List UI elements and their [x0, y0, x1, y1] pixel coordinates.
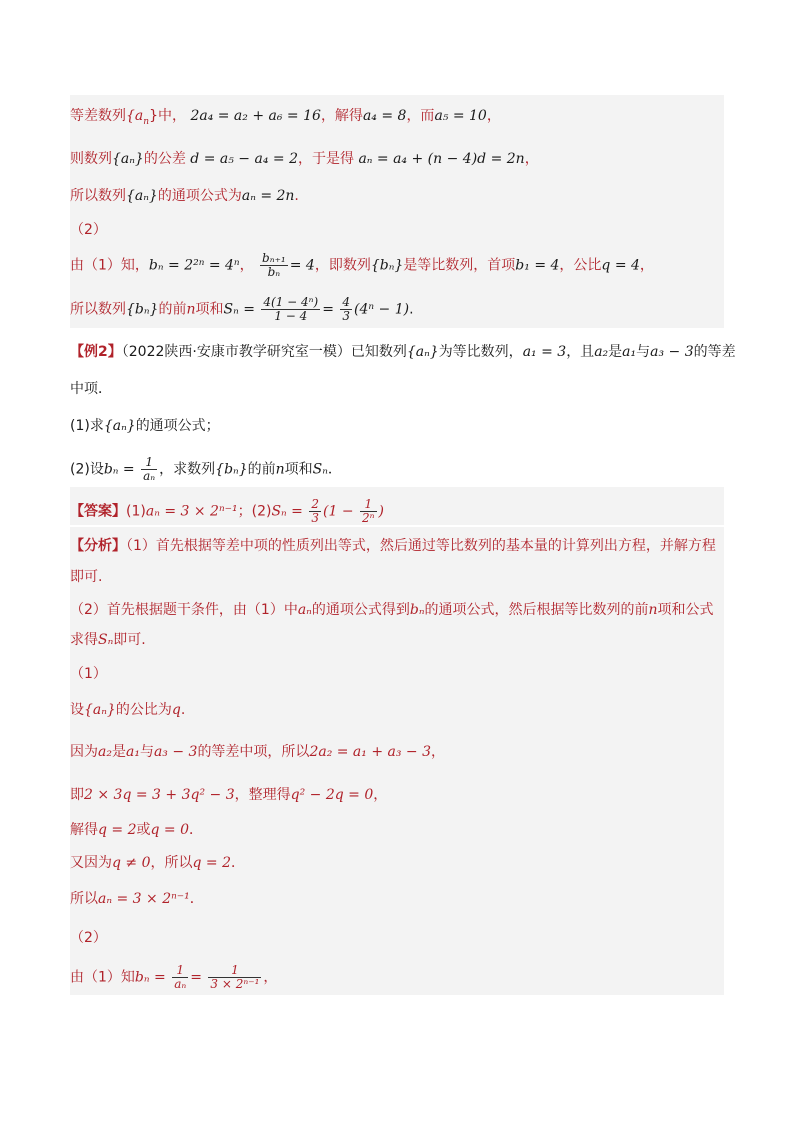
analysis-line: 【分析】（1）首先根据等差中项的性质列出等式，然后通过等比数列的基本量的计算列出方程，并解方程: [70, 538, 716, 554]
analysis-line: （2）首先根据题干条件，由（1）中aₙ的通项公式得到bₙ的通项公式，然后根据等比数列的前n项和公式: [70, 602, 714, 618]
analysis-line: 求得Sₙ即可.: [70, 632, 146, 648]
fraction: $\frac{1}{\text{2ⁿ}}$: [362, 497, 375, 525]
fraction: $\frac{1}{\text{aₙ}}$: [143, 455, 156, 483]
example-text: 中项．: [70, 381, 112, 397]
part-label: （2）: [70, 930, 107, 946]
solution-line: 即2 × 3q = 3 + 3q² − 3，整理得q² − 2q = 0，: [70, 787, 388, 803]
part-label: （1）: [70, 666, 107, 682]
solution-line: 则数列{aₙ}的公差 d = a₅ − a₄ = 2，于是得 aₙ = a₄ + (n − 4)d = 2n，: [70, 151, 539, 167]
fraction: $\frac{\text{4(1 − 4ⁿ)}}{1 - 4}$: [263, 295, 319, 323]
fraction: $\frac{2}{3}$: [311, 497, 320, 525]
question-1: (1)求{aₙ}的通项公式；: [70, 418, 220, 434]
fraction: $\frac{1}{\text{3 × 2ⁿ⁻¹}}$: [210, 963, 260, 991]
solution-line: 因为a₂是a₁与a₃ − 3的等差中项，所以2a₂ = a₁ + a₃ − 3，: [70, 744, 446, 760]
fraction: $\frac{4}{3}$: [342, 295, 351, 323]
solution-line: 由（1）知bₙ = $\frac{1}{\text{aₙ}}$ = $\frac{1}{\text{3 × 2ⁿ⁻¹}}$ ，: [70, 963, 278, 991]
part-label: （2）: [70, 222, 107, 238]
fraction: $\frac{1}{\text{aₙ}}$: [174, 963, 187, 991]
question-2: (2)设bₙ = $\frac{1}{\text{aₙ}}$ ，求数列{bₙ}的前n项和Sₙ．: [70, 455, 342, 483]
solution-line: 由（1）知，bₙ = 2²ⁿ = 4ⁿ， $\frac{\text{bₙ₊₁}}{\text{bₙ}}$ = 4，即数列{bₙ}是等比数列，首项b₁ = 4，公比q = 4，: [70, 251, 654, 279]
solution-line: 又因为q ≠ 0，所以q = 2．: [70, 855, 245, 871]
solution-line: 所以数列{aₙ}的通项公式为aₙ = 2n.: [70, 188, 299, 204]
solution-line: 等差数列$\{a_n\}$中， 2a₄ = a₂ + a₆ = 16，解得a₄ = 8，而a₅ = 10，: [70, 108, 501, 127]
solution-line: 所以aₙ = 3 × 2ⁿ⁻¹．: [70, 891, 204, 907]
fraction: $\frac{\text{bₙ₊₁}}{\text{bₙ}}$: [262, 251, 286, 279]
answer-line: 【答案】(1)aₙ = 3 × 2ⁿ⁻¹；(2)Sₙ = $\frac{2}{3}$ (1 − $\frac{1}{\text{2ⁿ}}$ ): [70, 497, 384, 525]
example-heading: 【例2】（2022陕西·安康市教学研究室一模）已知数列{aₙ}为等比数列，a₁ = 3，且a₂是a₁与a₃ − 3的等差: [70, 344, 736, 360]
analysis-line: 即可.: [70, 569, 103, 585]
solution-line: 所以数列{bₙ}的前n项和Sₙ = $\frac{\text{4(1 − 4ⁿ)}}{1 - 4}$ = $\frac{4}{3}$ (4ⁿ − 1).: [70, 295, 414, 323]
solution-line: 设{aₙ}的公比为q.: [70, 702, 186, 718]
solution-line: 解得q = 2或q = 0．: [70, 822, 203, 838]
